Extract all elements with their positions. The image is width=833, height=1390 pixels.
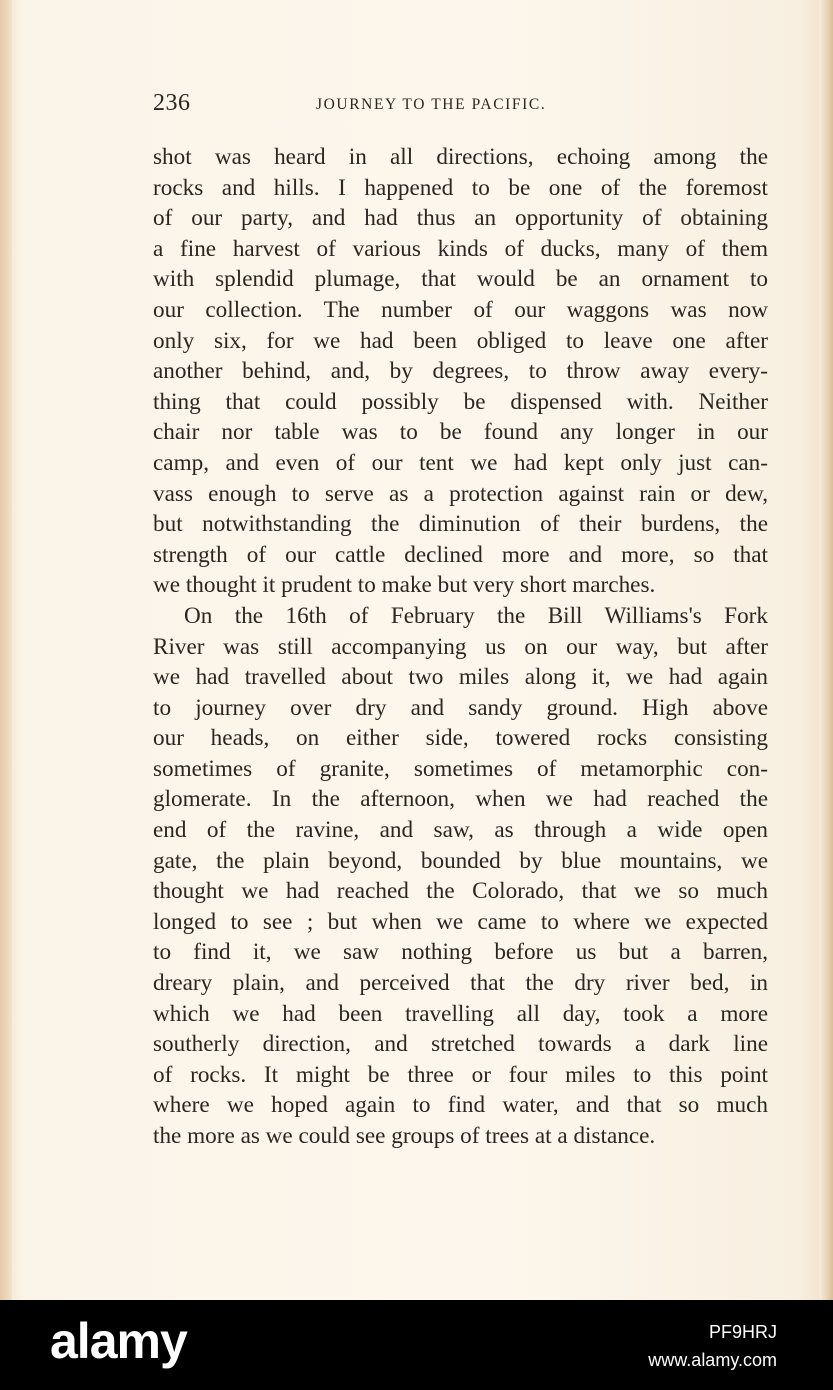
text-line: end of the ravine, and saw, as through a wide open (153, 817, 768, 844)
text-line: our collection. The number of our waggons was now (153, 296, 768, 323)
text-line: thing that could possibly be dispensed with. Neither (153, 388, 768, 415)
text-line: which we had been travelling all day, took a more (153, 1000, 768, 1027)
text-line: longed to see ; but when we came to where we expected (153, 908, 768, 935)
text-line: another behind, and, by degrees, to throw away every- (153, 358, 768, 385)
text-line: with splendid plumage, that would be an ornament to (153, 266, 768, 293)
body-text (153, 142, 768, 1152)
text-line: but notwithstanding the diminution of their burdens, the (153, 511, 768, 538)
text-line: On the 16th of February the Bill Williams's Fork (184, 602, 768, 629)
running-title: JOURNEY TO THE PACIFIC. (316, 96, 547, 113)
text-line: southerly direction, and stretched towards a dark line (153, 1031, 768, 1058)
text-line: only six, for we had been obliged to leave one after (153, 327, 768, 354)
alamy-logo: alamy (50, 1313, 187, 1369)
text-line: chair nor table was to be found any longer in our (153, 419, 768, 446)
text-line: our heads, on either side, towered rocks consisting (153, 725, 768, 752)
text-line: to find it, we saw nothing before us but a barren, (153, 939, 768, 966)
text-line: strength of our cattle declined more and more, so that (153, 541, 768, 568)
text-line: we had travelled about two miles along it, we had again (153, 664, 768, 691)
text-line: where we hoped again to find water, and that so much (153, 1092, 768, 1119)
site-url: www.alamy.com (648, 1350, 777, 1370)
paragraph-2 (153, 601, 768, 1152)
text-line: camp, and even of our tent we had kept only just can- (153, 449, 768, 476)
text-line: of our party, and had thus an opportunity of obtaining (153, 205, 768, 232)
paragraph-1 (153, 142, 768, 601)
text-line: vass enough to serve as a protection against rain or dew, (153, 480, 768, 507)
page-spine-edge (0, 0, 12, 1300)
text-line: gate, the plain beyond, bounded by blue mountains, we (153, 847, 768, 874)
image-id: PF9HRJ (708, 1322, 777, 1342)
text-line: a fine harvest of various kinds of ducks, many of them (153, 235, 768, 262)
text-line: the more as we could see groups of trees at a distance. (153, 1123, 656, 1149)
text-line: dreary plain, and perceived that the dry river bed, in (153, 970, 768, 997)
text-line: sometimes of granite, sometimes of metamorphic con- (153, 755, 768, 782)
text-line: of rocks. It might be three or four miles to this point (153, 1061, 768, 1088)
text-line: shot was heard in all directions, echoing among the (153, 144, 768, 170)
page-right-edge (819, 0, 833, 1300)
text-line: we thought it prudent to make but very short marches. (153, 572, 656, 599)
text-line: glomerate. In the afternoon, when we had reached the (153, 786, 768, 813)
text-line: to journey over dry and sandy ground. High above (153, 694, 768, 721)
page-number: 236 (153, 90, 191, 116)
page-header (153, 90, 773, 124)
text-line: rocks and hills. I happened to be one of the foremost (153, 174, 768, 201)
text-line: thought we had reached the Colorado, that we so much (153, 878, 768, 905)
text-line: River was still accompanying us on our way, but after (153, 633, 768, 660)
